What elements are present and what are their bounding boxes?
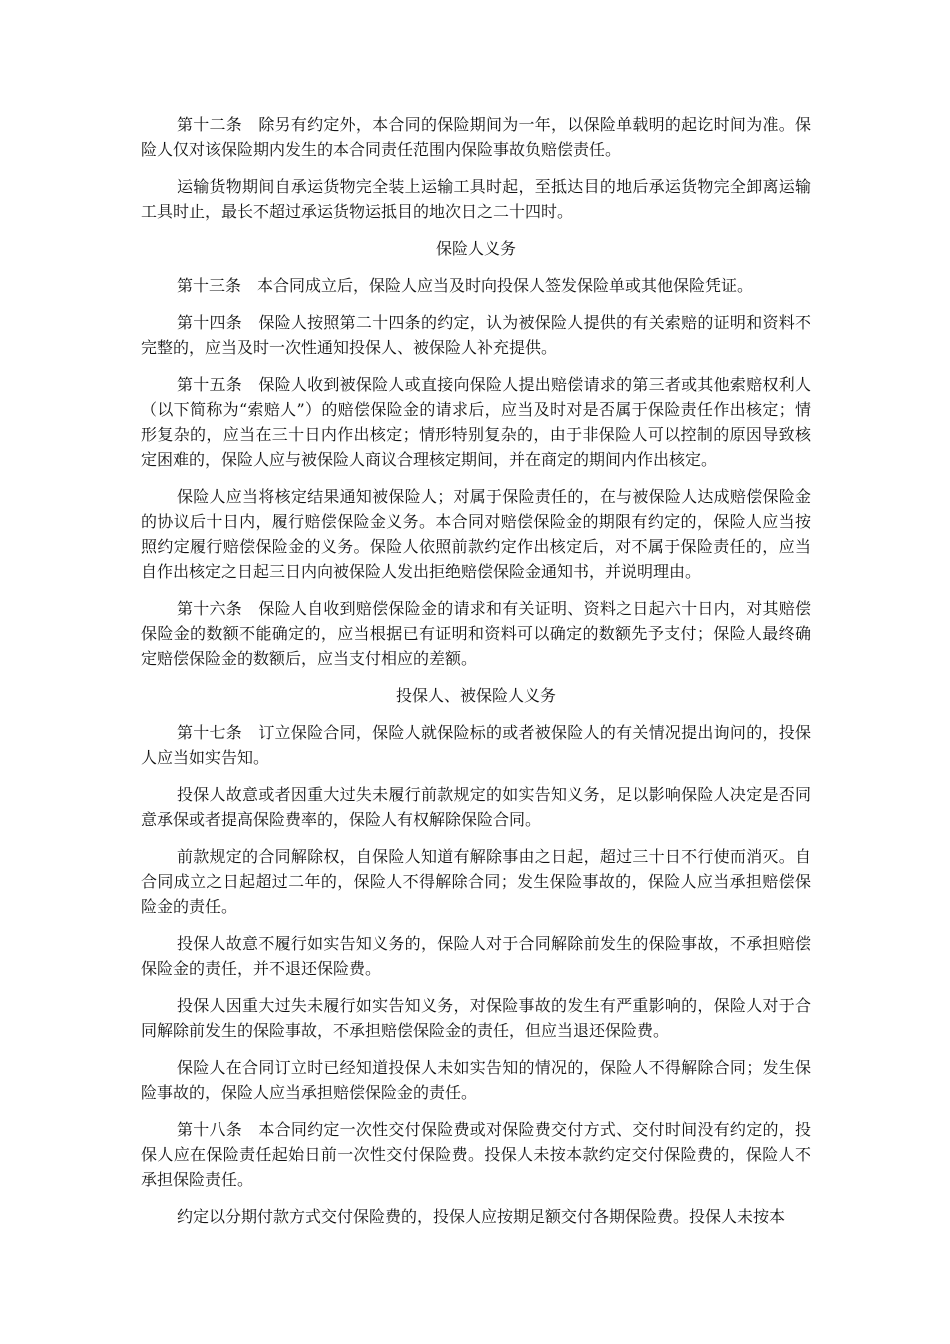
rescission-right-paragraph: 前款规定的合同解除权，自保险人知道有解除事由之日起，超过三十日不行使而消灭。自合同成立之日起超过二年的，保险人不得解除合同；发生保险事故的，保险人应当承担赔偿保险金的责任。: [141, 847, 811, 916]
negligent-nondisclosure-paragraph: 投保人因重大过失未履行如实告知义务，对保险事故的发生有严重影响的，保险人对于合同解除前发生的保险事故，不承担赔偿保险金的责任，但应当退还保险费。: [141, 996, 811, 1040]
clause-17-paragraph: 第十七条 订立保险合同，保险人就保险标的或者被保险人的有关情况提出询问的，投保人应当如实告知。: [141, 723, 811, 767]
installment-payment-paragraph: 约定以分期付款方式交付保险费的，投保人应按期足额交付各期保险费。投保人未按本: [177, 1207, 786, 1226]
clause-15-notification-paragraph: 保险人应当将核定结果通知被保险人；对属于保险责任的，在与被保险人达成赔偿保险金的协议后十日内，履行赔偿保险金义务。本合同对赔偿保险金的期限有约定的，保险人应当按照约定履行赔偿保险金的义务。保险人依照前款约定作出核定后，对不属于保险责任的，应当自作出核定之日起三日内向被保险人发出拒绝赔偿保险金通知书，并说明理由。: [141, 487, 811, 581]
disclosure-failure-paragraph: 投保人故意或者因重大过失未履行前款规定的如实告知义务，足以影响保险人决定是否同意承保或者提高保险费率的，保险人有权解除保险合同。: [141, 785, 811, 829]
document-page: [141, 112, 811, 1241]
transport-period-paragraph: 运输货物期间自承运货物完全装上运输工具时起，至抵达目的地后承运货物完全卸离运输工具时止，最长不超过承运货物运抵目的地次日之二十四时。: [141, 177, 811, 221]
clause-13-paragraph: 第十三条 本合同成立后，保险人应当及时向投保人签发保险单或其他保险凭证。: [177, 276, 754, 295]
clause-14-paragraph: 第十四条 保险人按照第二十四条的约定，认为被保险人提供的有关索赔的证明和资料不完整的，应当及时一次性通知投保人、被保险人补充提供。: [141, 313, 811, 357]
section-heading-policyholder-obligations: 投保人、被保险人义务: [395, 686, 556, 705]
clause-16-paragraph: 第十六条 保险人自收到赔偿保险金的请求和有关证明、资料之日起六十日内，对其赔偿保险金的数额不能确定的，应当根据已有证明和资料可以确定的数额先予支付；保险人最终确定赔偿保险金的数额后，应当支付相应的差额。: [141, 599, 811, 668]
clause-12-paragraph: 第十二条 除另有约定外，本合同的保险期间为一年，以保险单载明的起讫时间为准。保险人仅对该保险期内发生的本合同责任范围内保险事故负赔偿责任。: [141, 115, 811, 159]
clause-18-paragraph: 第十八条 本合同约定一次性交付保险费或对保险费交付方式、交付时间没有约定的，投保人应在保险责任起始日前一次性交付保险费。投保人未按本款约定交付保险费的，保险人不承担保险责任。: [141, 1120, 811, 1189]
section-heading-insurer-obligations: 保险人义务: [435, 239, 516, 258]
clause-15-paragraph: 第十五条 保险人收到被保险人或直接向保险人提出赔偿请求的第三者或其他索赔权利人（以下简称为“索赔人”）的赔偿保险金的请求后，应当及时对是否属于保险责任作出核定；情形复杂的，应当在三十日内作出核定；情形特别复杂的，由于非保险人可以控制的原因导致核定困难的，保险人应与被保险人商议合理核定期间，并在商定的期间内作出核定。: [141, 375, 811, 469]
insurer-knowledge-paragraph: 保险人在合同订立时已经知道投保人未如实告知的情况的，保险人不得解除合同；发生保险事故的，保险人应当承担赔偿保险金的责任。: [141, 1058, 811, 1102]
intentional-nondisclosure-paragraph: 投保人故意不履行如实告知义务的，保险人对于合同解除前发生的保险事故，不承担赔偿保险金的责任，并不退还保险费。: [141, 934, 811, 978]
